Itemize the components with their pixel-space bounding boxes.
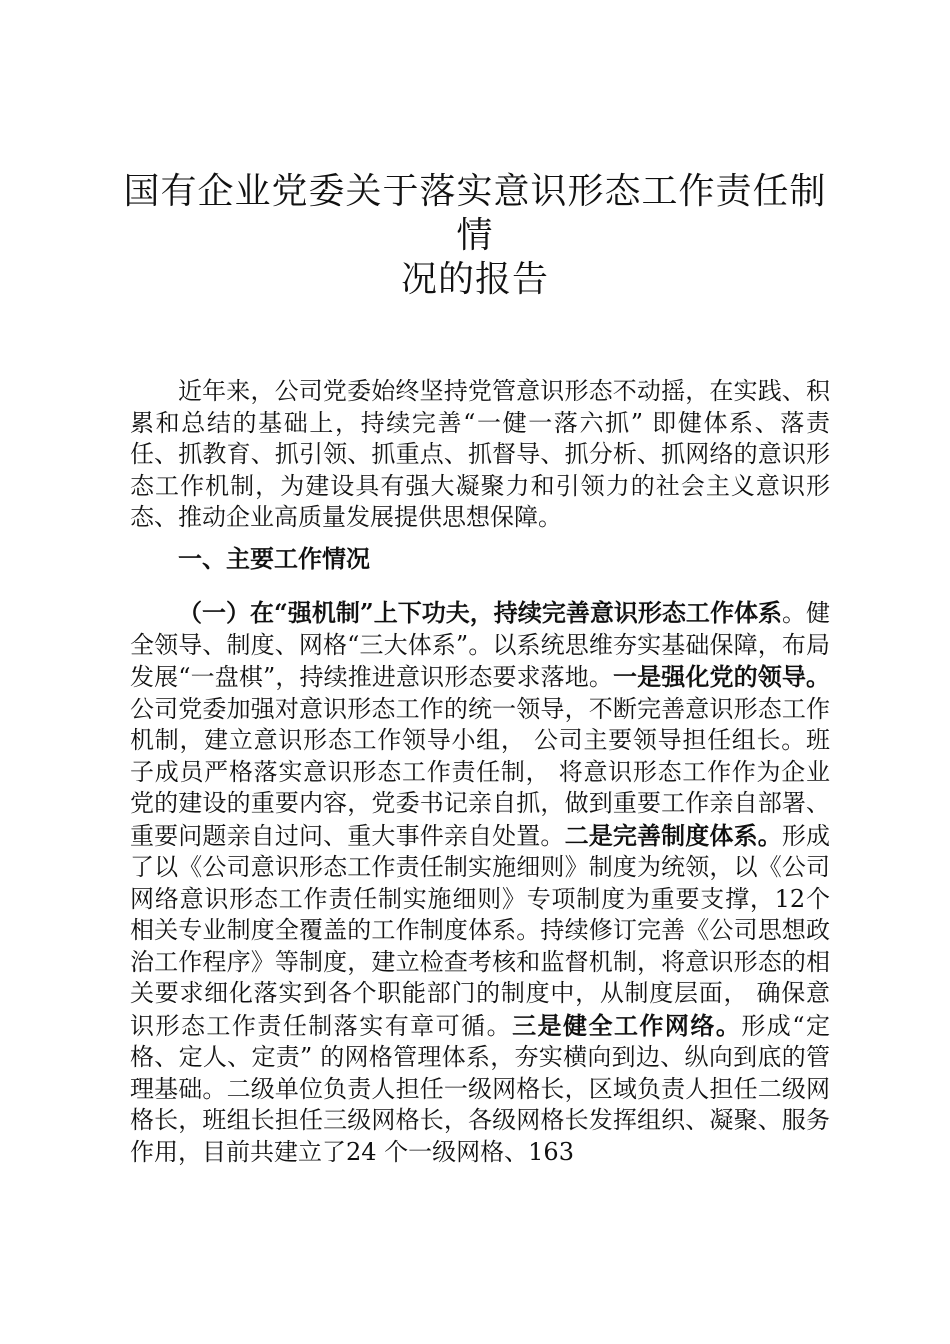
point-1-heading: 一是强化党的领导。 (613, 662, 830, 691)
subsection-intro-text: 。健全领导、制度、网格“三大体系”。以系统思维夯实基础保障，布局发展“一盘棋”，持续推进意识形态要求落地。 (130, 599, 830, 691)
subsection-heading: （一）在“强机制”上下功夫，持续完善意识形态工作体系 (178, 598, 782, 627)
intro-paragraph: 近年来，公司党委始终坚持党管意识形态不动摇，在实践、积累和总结的基础上，持续完善“一健一落六抓” 即健体系、落责任、抓教育、抓引领、抓重点、抓督导、抓分析、抓网络的意识形态工作机制，为建设具有强大凝聚力和引领力的社会主义意识形态、推动企业高质量发展提供思想保障。 (130, 377, 830, 531)
title-line-2: 况的报告 (400, 259, 549, 300)
point-3-heading: 三是健全工作网络。 (512, 1010, 742, 1040)
point-2-text: 形成了以《公司意识形态工作责任制实施细则》制度为统领，以《公司网络意识形态工作责任制实施细则》专项制度为重要支撑，12个相关专业制度全覆盖的工作制度体系。持续修订完善《公司思想政治工作程序》等制度，建立检查考核和监督机制，将意识形态的相关要求细化落实到各个职能部门的制度中，从制度层面， 确保意识形态工作责任制落实有章可循。 (130, 821, 831, 1040)
section-heading: 一、主要工作情况 (178, 544, 370, 573)
point-1-text: 公司党委加强对意识形态工作的统一领导，不断完善意识形态工作机制，建立意识形态工作领导小组， 公司主要领导担任组长。班子成员严格落实意识形态工作责任制， 将意识形态工作作为企业党的建设的重要内容，党委书记亲自抓，做到重要工作亲自部署、重要问题亲自过问、重大事件亲自处置。 (130, 694, 830, 850)
document-title (110, 170, 840, 302)
point-2-heading: 二是完善制度体系。 (564, 820, 782, 850)
point-3-text: 形成“定格、定人、定责” 的网格管理体系，夯实横向到边、纵向到底的管理基础。二级单位负责人担任一级网格长，区域负责人担任二级网格长，班组长担任三级网格长，各级网格长发挥组织、凝聚、服务作用，目前共建立了24 个一级网格、163 (130, 1011, 831, 1166)
title-line-1: 国有企业党委关于落实意识形态工作责任制情 (123, 171, 827, 256)
section-paragraph (130, 597, 830, 1168)
